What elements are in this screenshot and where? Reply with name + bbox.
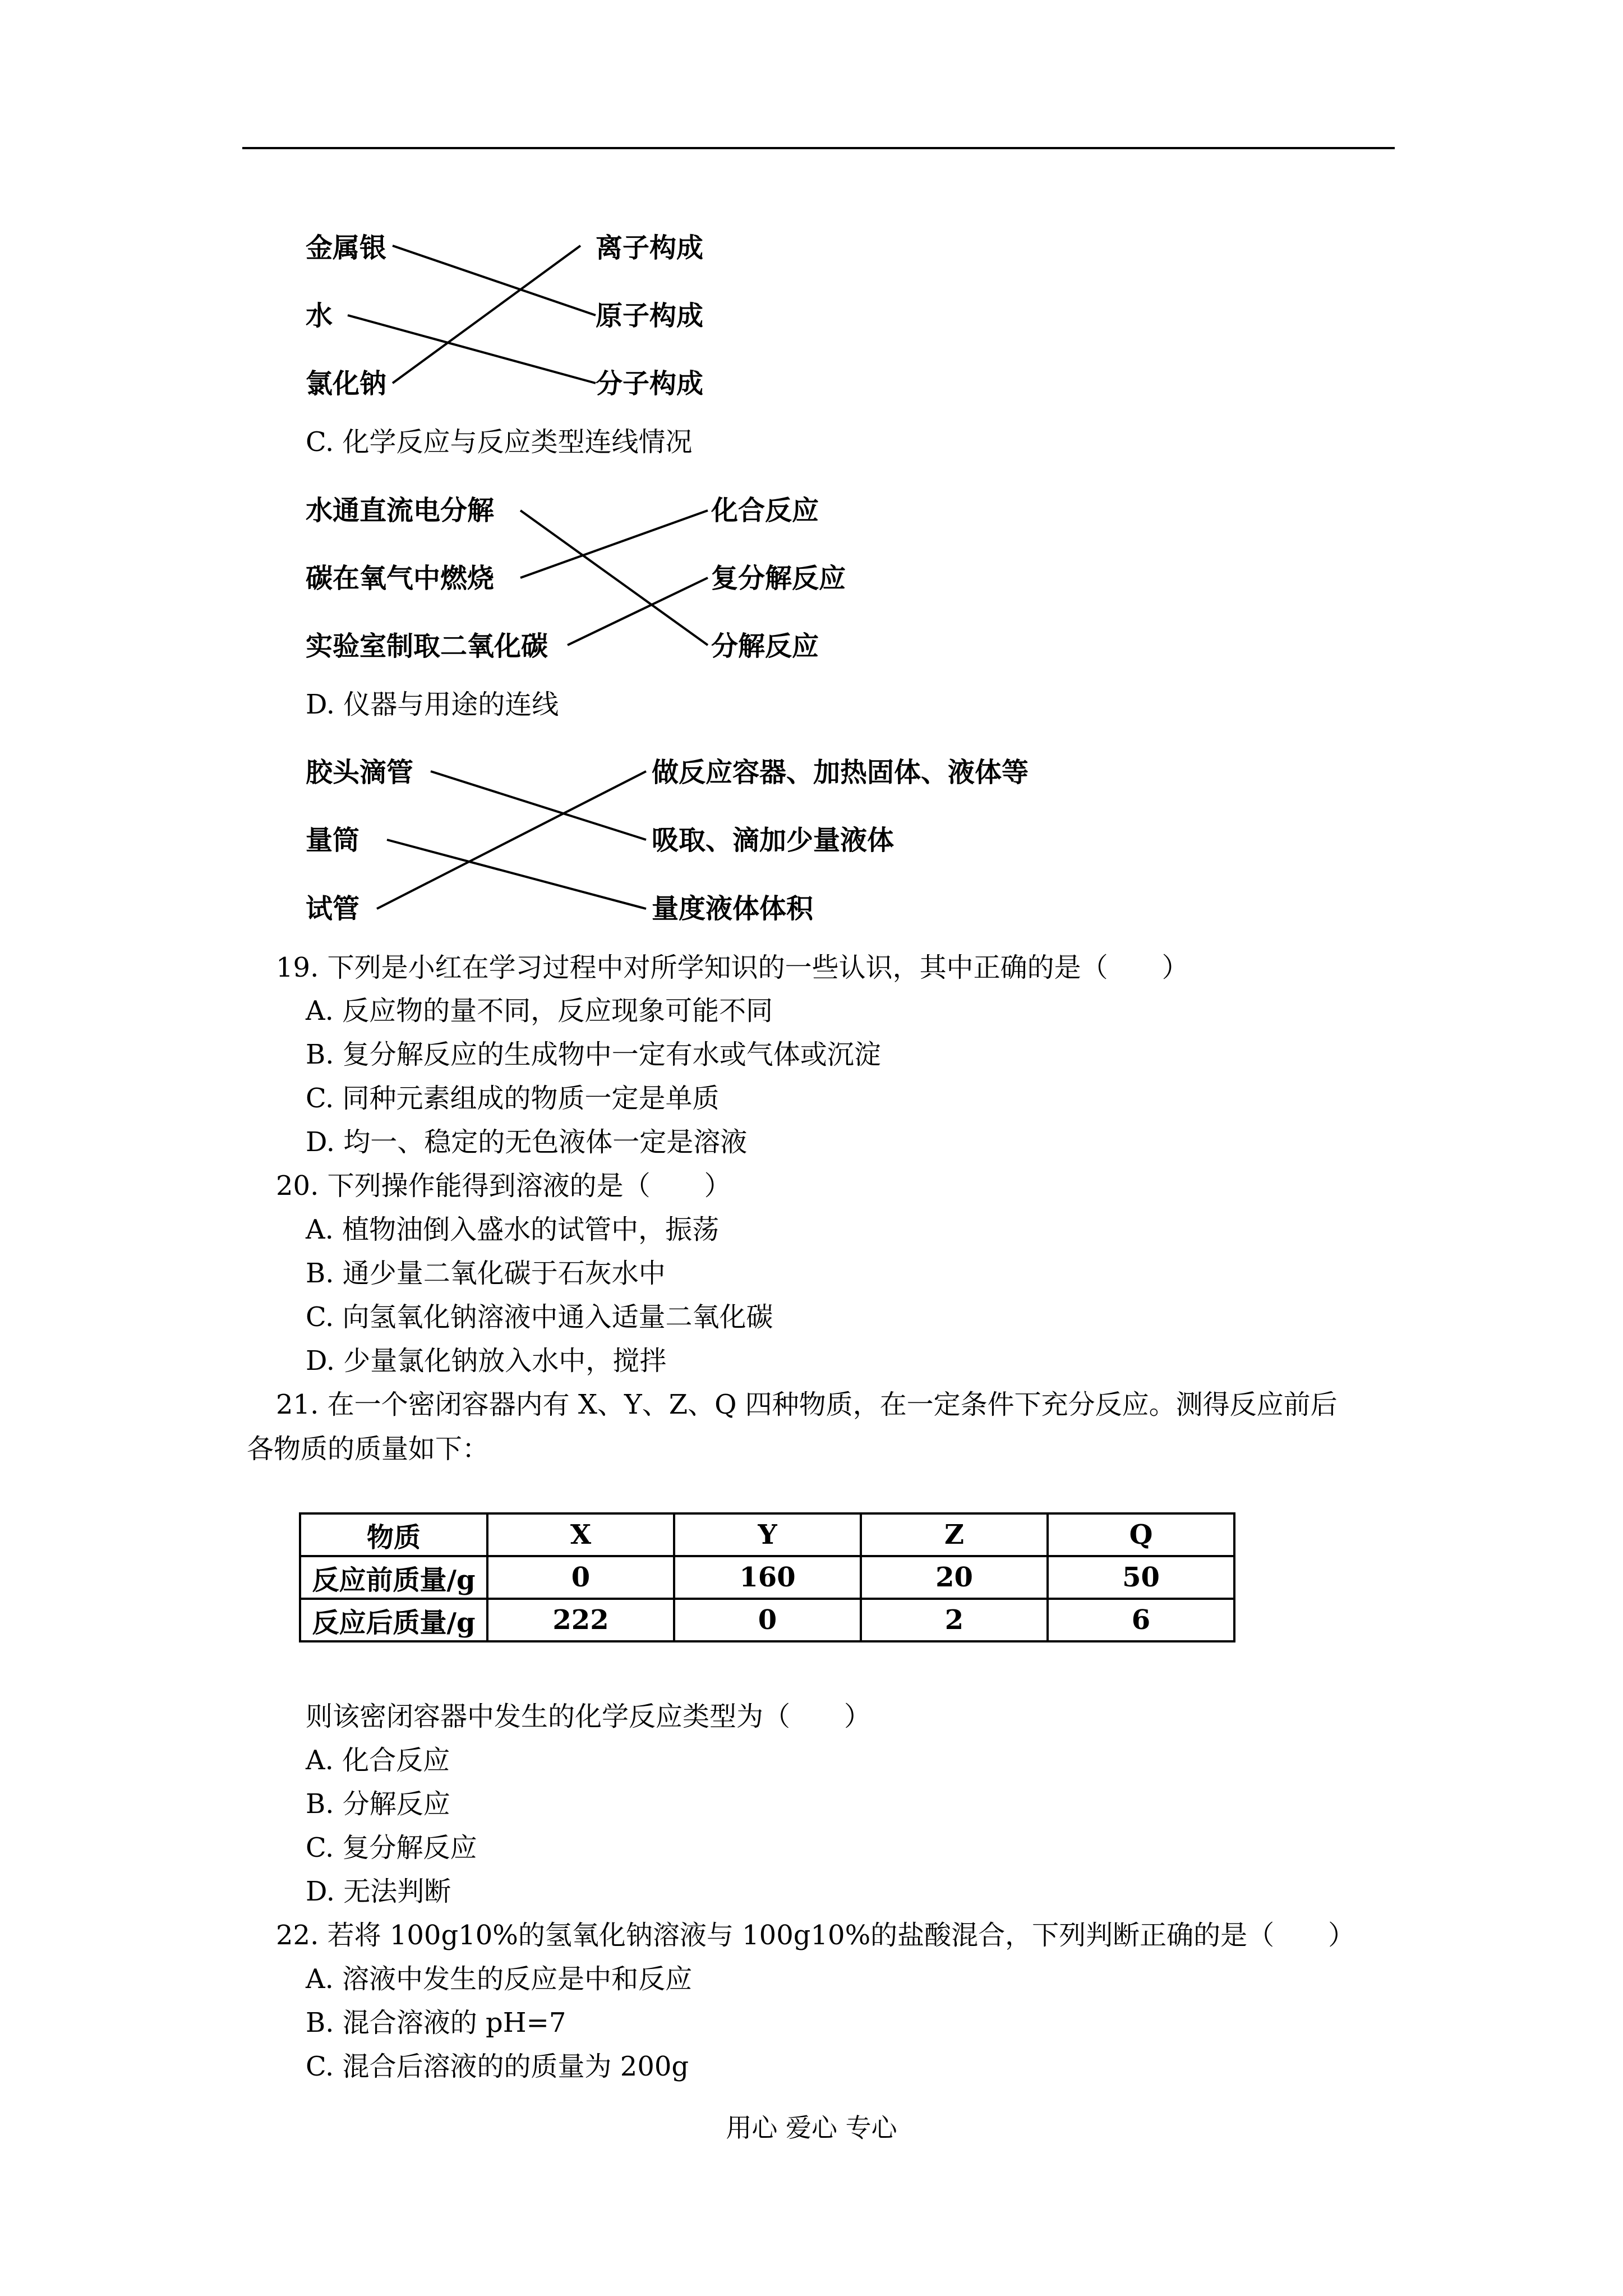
q20-option-a: A. 植物油倒入盛水的试管中，振荡 [306,1214,720,1245]
line-d-1 [431,771,646,840]
q22-option-c: C. 混合后溶液的的质量为 200g [306,2051,689,2082]
line-c-3 [568,578,708,645]
match-d-left-3: 试管 [306,893,360,924]
match-b-right-1: 离子构成 [596,232,704,264]
table-header-cell: Q [1048,1513,1234,1556]
table-cell: 2 [861,1599,1048,1641]
match-d-left-2: 量筒 [306,825,360,856]
table-cell: 6 [1048,1599,1234,1641]
q21-stem-line2: 各物质的质量如下： [247,1433,490,1465]
q21-stem-line1: 21. 在一个密闭容器内有 X、Y、Z、Q 四种物质，在一定条件下充分反应。测得反应前后 [276,1389,1338,1420]
header-rule [242,147,1395,149]
line-b-1 [393,246,596,315]
q19-stem: 19. 下列是小红在学习过程中对所学知识的一些认识，其中正确的是（ ） [276,952,1189,983]
q20-option-c: C. 向氢氧化钠溶液中通入适量二氧化碳 [306,1301,773,1333]
line-d-3 [377,771,646,909]
match-b-right-2: 原子构成 [596,300,704,332]
page-footer: 用心 爱心 专心 [726,2113,897,2143]
match-c-right-2: 复分解反应 [711,563,846,594]
q22-option-b: B. 混合溶液的 pH=7 [306,2007,566,2039]
q19-option-a: A. 反应物的量不同，反应现象可能不同 [306,995,773,1027]
match-c-left-3: 实验室制取二氧化碳 [306,631,548,662]
match-b-left-1: 金属银 [306,232,387,264]
q21-option-c: C. 复分解反应 [306,1832,477,1864]
table-row [300,1599,1234,1641]
table-cell: 0 [674,1599,861,1641]
table-header-cell: 物质 [300,1513,487,1556]
match-b-left-3: 氯化钠 [306,368,387,399]
match-d-right-2: 吸取、滴加少量液体 [652,825,895,856]
table-cell: 0 [487,1556,674,1599]
q22-stem: 22. 若将 100g10%的氢氧化钠溶液与 100g10%的盐酸混合，下列判断正确的是（ ） [276,1920,1355,1951]
line-c-1 [520,510,708,645]
table-row [300,1556,1234,1599]
match-d-left-1: 胶头滴管 [306,757,414,788]
table-header-row [300,1513,1234,1556]
table-header-cell: Z [861,1513,1048,1556]
q19-option-b: B. 复分解反应的生成物中一定有水或气体或沉淀 [306,1039,881,1070]
option-c-title: C. 化学反应与反应类型连线情况 [306,426,693,458]
table-cell: 反应前质量/g [300,1556,487,1599]
q20-option-d: D. 少量氯化钠放入水中，搅拌 [306,1345,667,1377]
table-header-cell: Y [674,1513,861,1556]
table-cell: 反应后质量/g [300,1599,487,1641]
table-cell: 20 [861,1556,1048,1599]
match-d-right-1: 做反应容器、加热固体、液体等 [652,757,1029,788]
q19-option-c: C. 同种元素组成的物质一定是单质 [306,1083,720,1114]
table-cell: 222 [487,1599,674,1641]
option-d-title: D. 仪器与用途的连线 [306,689,559,720]
q20-option-b: B. 通少量二氧化碳于石灰水中 [306,1258,666,1289]
q21-mass-table [299,1512,1235,1642]
line-c-2 [520,510,708,578]
match-d-right-3: 量度液体体积 [652,893,814,924]
table-header-cell: X [487,1513,674,1556]
match-c-left-1: 水通直流电分解 [306,495,495,526]
table-cell: 160 [674,1556,861,1599]
q21-option-b: B. 分解反应 [306,1788,450,1820]
line-b-3 [393,246,580,383]
q22-option-a: A. 溶液中发生的反应是中和反应 [306,1963,693,1995]
match-c-right-3: 分解反应 [711,631,819,662]
match-c-right-1: 化合反应 [711,495,819,526]
q19-option-d: D. 均一、稳定的无色液体一定是溶液 [306,1126,748,1158]
q21-question: 则该密闭容器中发生的化学反应类型为（ ） [306,1701,872,1732]
match-c-left-2: 碳在氧气中燃烧 [306,563,495,594]
q21-option-a: A. 化合反应 [306,1745,450,1776]
match-b-left-2: 水 [306,300,333,332]
table-cell: 50 [1048,1556,1234,1599]
q20-stem: 20. 下列操作能得到溶液的是（ ） [276,1170,731,1202]
match-b-right-3: 分子构成 [596,368,704,399]
q21-option-d: D. 无法判断 [306,1876,451,1907]
line-d-2 [387,840,646,909]
